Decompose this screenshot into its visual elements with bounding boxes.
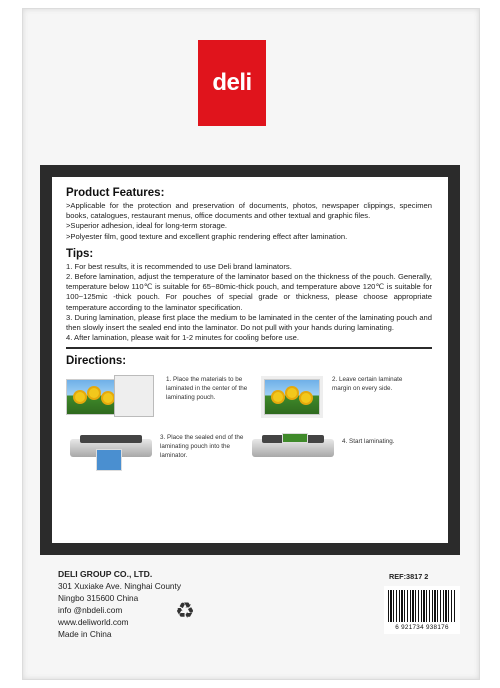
info-panel-content [52, 177, 448, 543]
laminated-photo-image [264, 379, 320, 415]
tip-line: 2. Before lamination, adjust the temperature of the laminator based on the thickness of the pouch. Generally, temperature below 110℃ is suitable for 65~80mic-thick pouch, and temperature above 120℃ is suitable for 100~125mic -thick pouch. For pouches of special grade or thickness, please choose appropriate temperature according to the laminator specification. [66, 272, 432, 312]
ref-code: REF:3817 2 [389, 572, 429, 581]
barcode [384, 586, 460, 634]
tip-line: 3. During lamination, please first place the medium to be laminated in the center of the laminating pouch and then slowly insert the sealed end into the laminator. Do not pull with your hands during laminating. [66, 312, 432, 333]
step-2-caption: 2. Leave certain laminate margin on every side. [332, 376, 403, 393]
direction-step-1 [66, 375, 254, 419]
direction-step-3 [70, 433, 248, 463]
step-3-caption: 3. Place the sealed end of the laminating pouch into the laminator. [160, 434, 244, 460]
website-text: www.deliworld.com [58, 617, 129, 627]
pouch-image [114, 375, 154, 417]
address-line-1: 301 Xuxiake Ave. Ninghai County [58, 581, 181, 591]
divider [66, 347, 432, 349]
address-line-2: Ningbo 315600 China [58, 593, 139, 603]
tip-line: 1. For best results, it is recommended to use Deli brand laminators. [66, 261, 292, 271]
step-4-caption: 4. Start laminating. [342, 438, 395, 446]
tip-line: 4. After lamination, please wait for 1-2 minutes for cooling before use. [66, 333, 299, 343]
step-1-caption: 1. Place the materials to be laminated in the center of the laminating pouch. [166, 376, 248, 402]
laminator-running-image [252, 433, 334, 463]
origin-text: Made in China [58, 629, 112, 639]
direction-step-2 [264, 375, 410, 419]
email-text: info @nbdeli.com [58, 605, 123, 615]
tips-title: Tips: [66, 247, 94, 260]
company-name: DELI GROUP CO., LTD. [58, 569, 153, 579]
feature-line: >Polyester film, good texture and excellent graphic rendering effect after lamination. [66, 231, 348, 241]
laminator-image [70, 433, 152, 463]
direction-step-4 [252, 433, 412, 463]
feature-line: >Applicable for the protection and preservation of documents, photos, newspaper clippings, specimen books, catalogues, restaurant menus, office documents and other textual and graphic files. [66, 201, 432, 221]
barcode-number: 6 921734 938176 [395, 624, 449, 631]
features-title: Product Features: [66, 187, 165, 199]
step-1-illustration [66, 375, 162, 419]
barcode-bars [388, 590, 456, 622]
company-info [58, 568, 181, 640]
directions-grid [66, 369, 432, 487]
feature-line: >Superior adhesion, ideal for long-term storage. [66, 221, 228, 231]
info-panel [40, 165, 460, 555]
recycle-icon: ♻ [175, 598, 195, 623]
step-2-illustration [264, 375, 326, 419]
directions-title: Directions: [66, 355, 127, 368]
deli-logo [198, 40, 266, 126]
logo-text: deli [212, 69, 252, 96]
